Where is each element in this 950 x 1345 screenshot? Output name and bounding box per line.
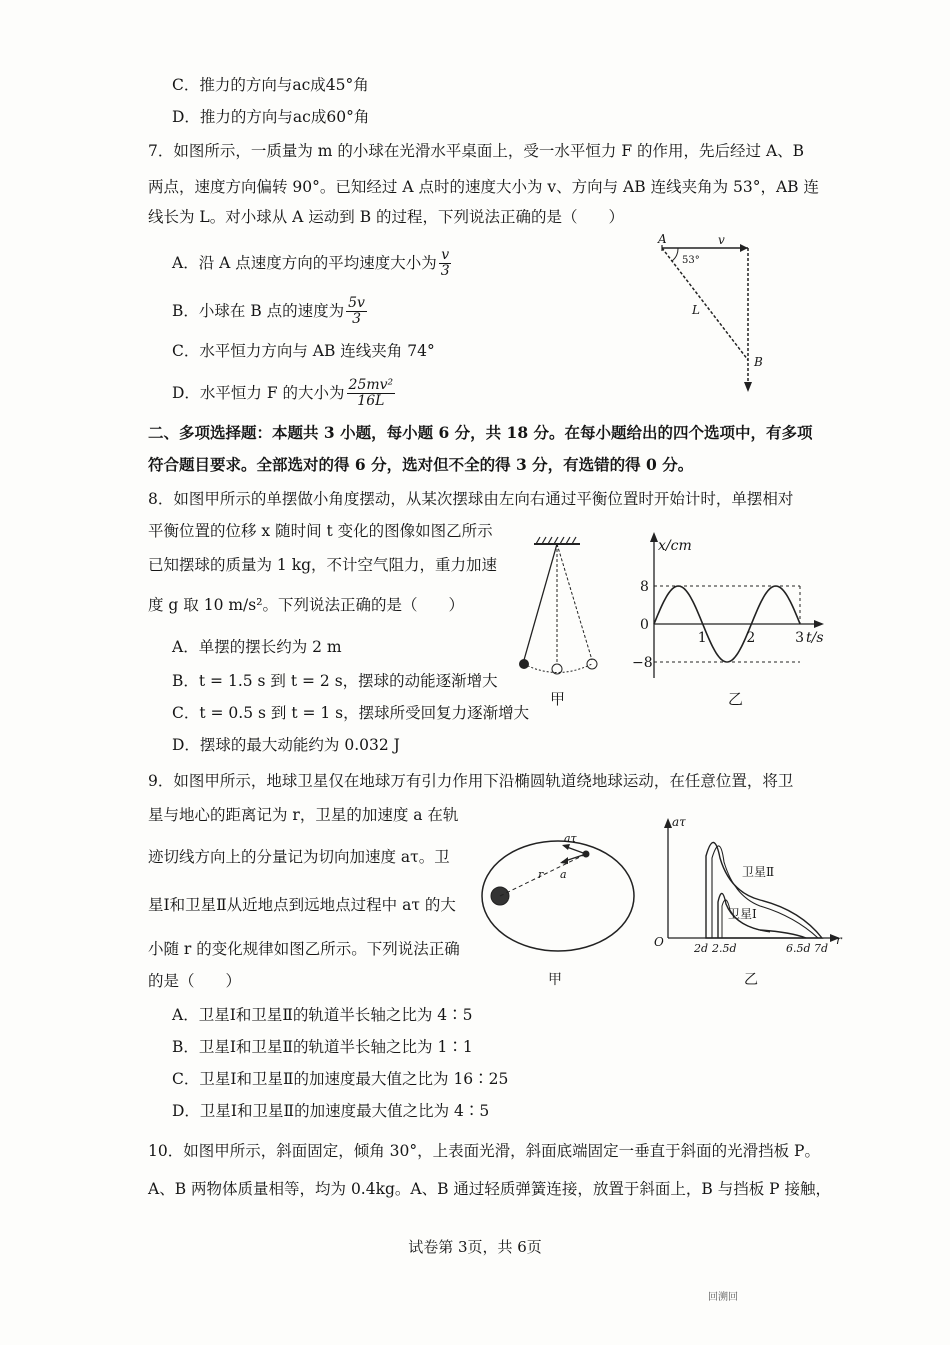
q9-stem-line4: 星Ⅰ和卫星Ⅱ从近地点到远地点过程中 aτ 的大 <box>148 896 456 914</box>
q10-stem-line1: 10．如图甲所示，斜面固定，倾角 30°，上表面光滑，斜面底端固定一垂直于斜面的光滑挡板 P。 <box>148 1142 820 1160</box>
q9-stem-line1: 9．如图甲所示，地球卫星仅在地球万有引力作用下沿椭圆轨道绕地球运动，在任意位置，将卫 <box>148 772 794 790</box>
q7-stem-line2: 两点，速度方向偏转 90°。已知经过 A 点时的速度大小为 v、方向与 AB 连线夹角为 53°，AB 连 <box>148 178 819 196</box>
fraction-numerator: 5v <box>348 295 365 311</box>
section-2-heading-line2: 符合题目要求。全部选对的得 6 分，选对但不全的得 3 分，有选错的得 0 分。 <box>148 455 694 474</box>
string-right <box>557 544 592 660</box>
y-tick-pos: 8 <box>640 579 649 595</box>
label-a: A <box>658 232 667 246</box>
q8-xt-graph <box>628 528 838 718</box>
q8-option-b: B．t = 1.5 s 到 t = 2 s，摆球的动能逐渐增大 <box>172 672 498 690</box>
swing-arc <box>524 664 592 673</box>
q9-orbit-figure <box>478 826 638 992</box>
velocity-b-arrowhead <box>744 382 752 392</box>
q9-option-d: D．卫星Ⅰ和卫星Ⅱ的加速度最大值之比为 4∶5 <box>172 1102 490 1120</box>
q9-stem-line2: 星与地心的距离记为 r，卫星的加速度 a 在轨 <box>148 806 459 824</box>
string-left <box>524 544 557 660</box>
accel-arrow <box>560 857 568 864</box>
bob-right <box>587 659 597 669</box>
q7-option-a-text: A．沿 A 点速度方向的平均速度大小为 <box>172 253 437 272</box>
ceiling-hatch <box>536 537 576 544</box>
q7-option-a-fraction <box>439 248 452 280</box>
q9-option-b: B．卫星Ⅰ和卫星Ⅱ的轨道半长轴之比为 1∶1 <box>172 1038 473 1056</box>
label-at: aτ <box>564 832 577 845</box>
label-satellite-1: 卫星Ⅰ <box>728 907 757 921</box>
section-2-heading-line1: 二、多项选择题：本题共 3 小题，每小题 6 分，共 18 分。在每小题给出的四个选项中，有多项 <box>148 423 813 442</box>
y-axis-label: aτ <box>672 815 686 829</box>
corner-mark: 回溯回 <box>708 1292 738 1303</box>
q7-option-b <box>172 296 367 328</box>
fraction-denominator: 3 <box>440 263 450 280</box>
q8-option-a: A．单摆的摆长约为 2 m <box>172 638 342 656</box>
curve-satellite-2-inner <box>712 846 818 938</box>
x-tick-7d: 7d <box>814 942 829 955</box>
q7-option-a <box>172 248 452 280</box>
fraction-numerator: v <box>441 247 450 263</box>
page-footer: 试卷第 3页，共 6页 <box>408 1238 542 1256</box>
y-axis-label: x/cm <box>658 538 692 554</box>
q9-stem-line3: 迹切线方向上的分量记为切向加速度 aτ。卫 <box>148 848 450 866</box>
label-l: L <box>692 303 700 317</box>
q7-stem-line1: 7．如图所示，一质量为 m 的小球在光滑水平桌面上，受一水平恒力 F 的作用，先后经过 A、B <box>148 142 805 160</box>
x-axis-label: t/s <box>806 630 824 646</box>
q6-option-d: D．推力的方向与ac成60°角 <box>172 108 370 126</box>
origin-label: 0 <box>640 617 649 633</box>
fraction-denominator: 16L <box>357 393 385 410</box>
x-tick-2-5d: 2.5d <box>712 942 737 955</box>
y-tick-neg: −8 <box>632 655 653 671</box>
q8-stem-line2: 平衡位置的位移 x 随时间 t 变化的图像如图乙所示 <box>148 522 493 540</box>
q10-stem-line2: A、B 两物体质量相等，均为 0.4kg。A、B 通过轻质弹簧连接，放置于斜面上，B 与挡板 P 接触， <box>148 1180 832 1198</box>
q7-option-b-fraction <box>346 296 367 328</box>
velocity-a-arrowhead <box>740 244 748 252</box>
bob-left <box>519 659 529 669</box>
x-tick-6-5d: 6.5d <box>786 942 811 955</box>
q9-option-a: A．卫星Ⅰ和卫星Ⅱ的轨道半长轴之比为 4∶5 <box>172 1006 473 1024</box>
fig-yi-label: 乙 <box>728 690 744 708</box>
q7-stem-line3: 线长为 L。对小球从 A 运动到 B 的过程，下列说法正确的是（ ） <box>148 208 625 226</box>
fraction-denominator: 3 <box>352 311 362 328</box>
fig-jia-label: 甲 <box>548 972 562 988</box>
q9-option-c: C．卫星Ⅰ和卫星Ⅱ的加速度最大值之比为 16∶25 <box>172 1070 509 1088</box>
ab-line <box>662 248 748 360</box>
q7-option-d-text: D．水平恒力 F 的大小为 <box>172 383 345 402</box>
q8-stem-line3: 已知摆球的质量为 1 kg，不计空气阻力，重力加速 <box>148 556 498 574</box>
label-angle: 53° <box>682 255 700 266</box>
q7-option-b-text: B．小球在 B 点的速度为 <box>172 301 345 320</box>
q9-at-graph <box>650 814 850 994</box>
bob-center <box>552 664 562 674</box>
angle-arc <box>672 248 678 261</box>
q9-stem-line6: 的是（ ） <box>148 972 242 990</box>
q6-option-c: C．推力的方向与ac成45°角 <box>172 76 369 94</box>
label-v: v <box>718 233 725 247</box>
x-axis-arrow <box>814 620 824 628</box>
label-b: B <box>754 355 763 369</box>
fig-yi-label: 乙 <box>744 972 758 988</box>
q7-option-d <box>172 378 395 410</box>
q7-option-d-fraction <box>347 378 396 410</box>
x-tick-2: 2 <box>746 630 756 646</box>
fraction-numerator: 25mv² <box>348 377 394 393</box>
x-tick-1: 1 <box>697 630 707 646</box>
label-a: a <box>560 868 567 881</box>
q8-stem-line4: 度 g 取 10 m/s²。下列说法正确的是（ ） <box>148 596 464 614</box>
y-axis-arrow <box>664 818 672 828</box>
label-satellite-2: 卫星Ⅱ <box>742 865 775 879</box>
q9-stem-line5: 小随 r 的变化规律如图乙所示。下列说法正确 <box>148 940 460 958</box>
q8-option-c: C．t = 0.5 s 到 t = 1 s，摆球所受回复力逐渐增大 <box>172 704 530 722</box>
y-axis-arrow <box>650 532 658 542</box>
origin-label: O <box>654 935 664 949</box>
x-tick-2d: 2d <box>694 942 709 955</box>
fig-jia-label: 甲 <box>550 690 566 708</box>
label-r: r <box>538 868 544 881</box>
q7-option-c: C．水平恒力方向与 AB 连线夹角 74° <box>172 342 435 360</box>
x-axis-label: r <box>836 933 842 947</box>
q8-pendulum-figure <box>512 536 612 716</box>
x-tick-3: 3 <box>795 630 805 646</box>
q8-option-d: D．摆球的最大动能约为 0.032 J <box>172 736 400 754</box>
q7-figure <box>650 232 780 402</box>
q8-stem-line1: 8．如图甲所示的单摆做小角度摆动，从某次摆球由左向右通过平衡位置时开始计时，单摆相对 <box>148 490 794 508</box>
